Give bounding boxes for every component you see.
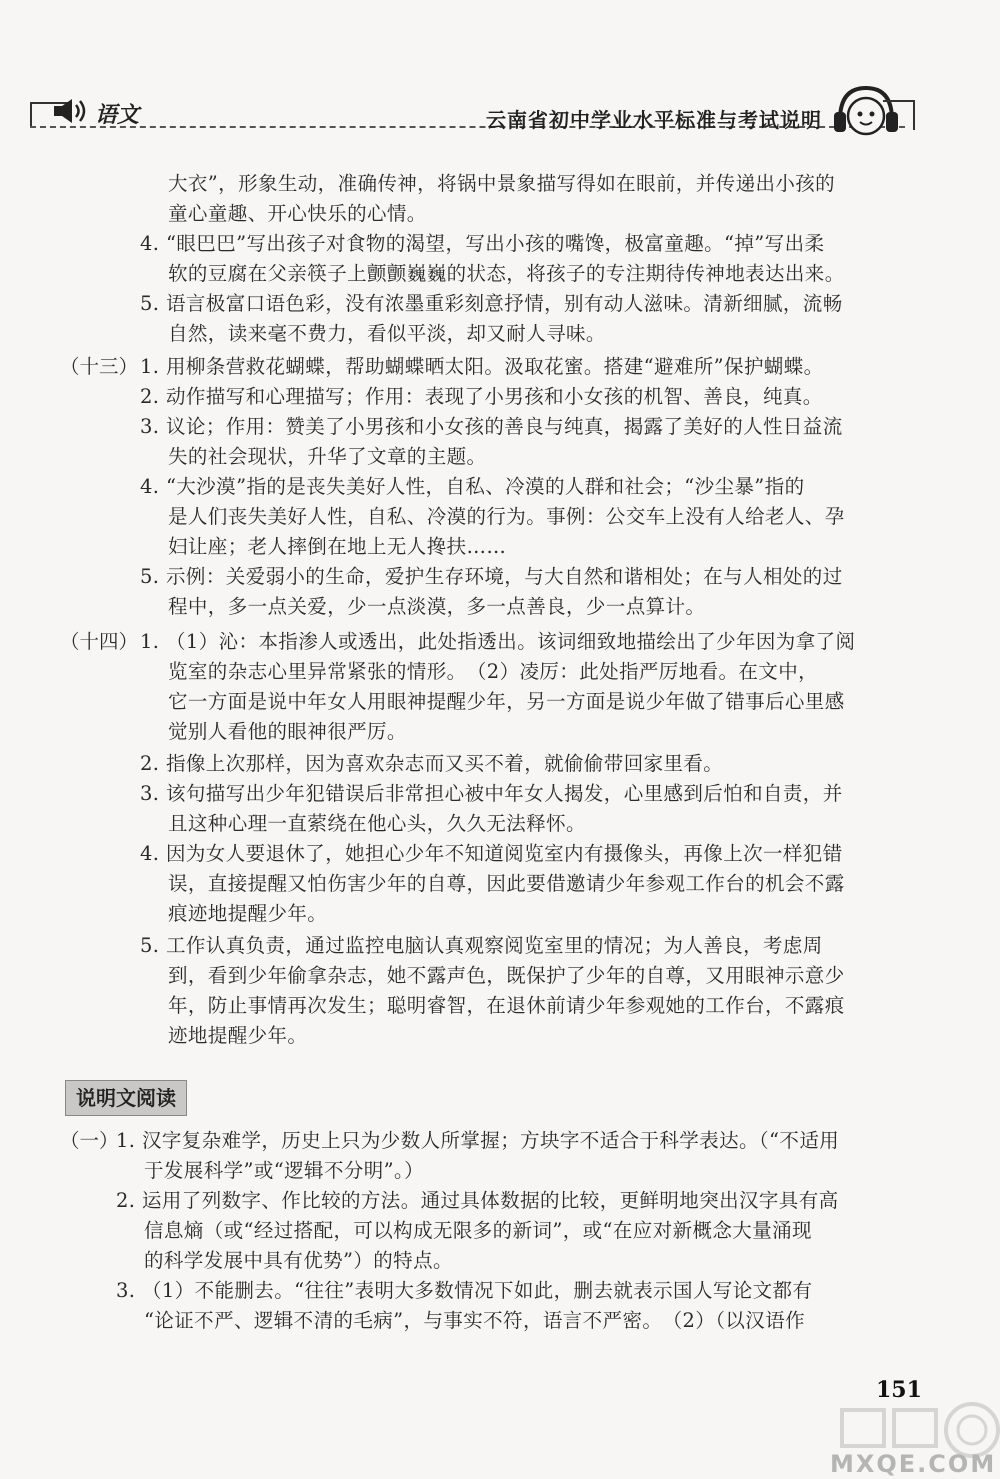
section-label: （一） — [60, 1129, 119, 1152]
text-line: 5. 工作认真负责，通过监控电脑认真观察阅览室里的情况；为人善良，考虑周 — [140, 934, 823, 957]
section-label: （十三） — [60, 355, 139, 378]
text-line: 1. 用柳条营救花蝴蝶，帮助蝴蝶晒太阳。汲取花蜜。搭建“避难所”保护蝴蝶。 — [140, 355, 824, 378]
page-header — [0, 80, 1000, 150]
text-line: 误，直接提醒又怕伤害少年的自尊，因此要借邀请少年参观工作台的机会不露 — [168, 872, 845, 895]
text-line: 它一方面是说中年女人用眼神提醒少年，另一方面是说少年做了错事后心里感 — [168, 690, 845, 713]
subject-label: 语文 — [95, 102, 140, 128]
text-line: 程中，多一点关爱，少一点淡漠，多一点善良，少一点算计。 — [168, 595, 706, 618]
text-line: 迹地提醒少年。 — [168, 1024, 308, 1047]
text-line: 1. （1）沁：本指渗人或透出，此处指透出。该词细致地描绘出了少年因为拿了阅 — [140, 630, 856, 653]
text-line: 3. （1）不能删去。“往往”表明大多数情况下如此，删去就表示国人写论文都有 — [116, 1279, 813, 1302]
text-line: 4. “大沙漠”指的是丧失美好人性，自私、冷漠的人群和社会；“沙尘暴”指的 — [140, 475, 805, 498]
text-line: 3. 该句描写出少年犯错误后非常担心被中年女人揭发，心里感到后怕和自责，并 — [140, 782, 843, 805]
text-line: 且这种心理一直萦绕在他心头，久久无法释怀。 — [168, 812, 586, 835]
text-line: 童心童趣、开心快乐的心情。 — [168, 202, 427, 225]
text-line: 2. 动作描写和心理描写；作用：表现了小男孩和小女孩的机智、善良，纯真。 — [140, 385, 823, 408]
text-line: 2. 运用了列数字、作比较的方法。通过具体数据的比较，更鲜明地突出汉字具有高 — [116, 1189, 839, 1212]
watermark-text: MXQE.COM — [830, 1450, 997, 1478]
text-line: 妇让座；老人摔倒在地上无人搀扶…… — [168, 535, 507, 558]
text-line: 失的社会现状，升华了文章的主题。 — [168, 445, 487, 468]
book-title: 云南省初中学业水平标准与考试说明 — [486, 108, 822, 132]
text-line: 痕迹地提醒少年。 — [168, 902, 328, 925]
text-line: 大衣”，形象生动，准确传神，将锅中景象描写得如在眼前，并传递出小孩的 — [168, 172, 836, 195]
text-line: 4. 因为女人要退休了，她担心少年不知道阅览室内有摄像头，再像上次一样犯错 — [140, 842, 843, 865]
section-heading: 说明文阅读 — [65, 1080, 187, 1116]
text-line: 到，看到少年偷拿杂志，她不露声色，既保护了少年的自尊，又用眼神示意少 — [168, 964, 845, 987]
text-line: 2. 指像上次那样，因为喜欢杂志而又买不着，就偷偷带回家里看。 — [140, 752, 724, 775]
text-line: 5. 语言极富口语色彩，没有浓墨重彩刻意抒情，别有动人滋味。清新细腻，流畅 — [140, 292, 843, 315]
text-line: “论证不严、逻辑不清的毛病”，与事实不符，语言不严密。 （2）（以汉语作 — [144, 1309, 805, 1332]
text-line: 信息熵（或“经过搭配，可以构成无限多的新词”，或“在应对新概念大量涌现 — [144, 1219, 812, 1242]
section-label: （十四） — [60, 630, 139, 653]
text-line: 览室的杂志心里异常紧张的情形。 （2）凌厉：此处指严厉地看。在文中， — [168, 660, 819, 683]
text-line: 的科学发展中具有优势”）的特点。 — [144, 1249, 453, 1272]
text-line: 5. 示例：关爱弱小的生命，爱护生存环境，与大自然和谐相处；在与人相处的过 — [140, 565, 843, 588]
text-line: 自然，读来毫不费力，看似平淡，却又耐人寻味。 — [168, 322, 606, 345]
text-line: 4. “眼巴巴”写出孩子对食物的渴望，写出小孩的嘴馋，极富童趣。“掉”写出柔 — [140, 232, 825, 255]
text-line: 觉别人看他的眼神很严厉。 — [168, 720, 407, 743]
speaker-icon — [52, 96, 92, 126]
text-line: 3. 议论；作用：赞美了小男孩和小女孩的善良与纯真，揭露了美好的人性日益流 — [140, 415, 843, 438]
header-bracket-right — [883, 100, 915, 130]
text-line: 年，防止事情再次发生；聪明睿智，在退休前请少年参观她的工作台，不露痕 — [168, 994, 845, 1017]
page-number: 151 — [876, 1377, 922, 1403]
text-line: 于发展科学”或“逻辑不分明”。） — [144, 1159, 425, 1182]
text-line: 是人们丧失美好人性，自私、冷漠的行为。事例：公交车上没有人给老人、孕 — [168, 505, 845, 528]
text-line: 软的豆腐在父亲筷子上颤颤巍巍的状态，将孩子的专注期待传神地表达出来。 — [168, 262, 845, 285]
text-line: 1. 汉字复杂难学，历史上只为少数人所掌握；方块字不适合于科学表达。（“不适用 — [116, 1129, 840, 1152]
